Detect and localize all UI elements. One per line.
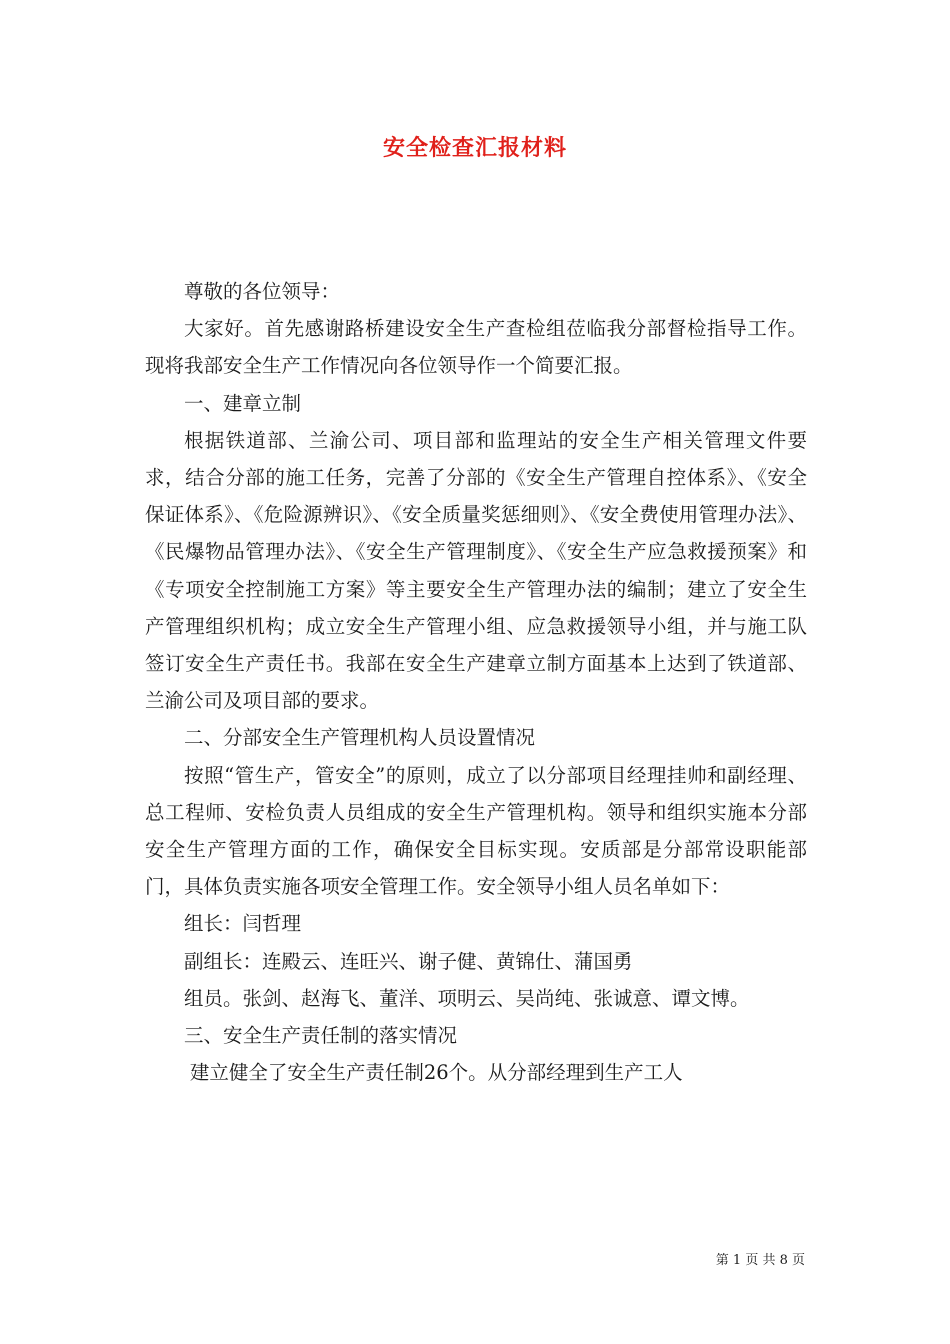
paragraph-salutation: 尊敬的各位领导：: [184, 280, 341, 303]
section-heading-1: 一、建章立制: [184, 391, 302, 415]
paragraph-organization: 按照“管生产，管安全”的原则，成立了以分部项目经理挂帅和副经理、总工程师、安检负责人员组成的安全生产管理机构。领导和组织实施本分部安全生产管理方面的工作，确保安全目标实现。安质部是分部常设职能部门，具体负责实施各项安全管理工作。安全领导小组人员名单如下：: [145, 763, 807, 899]
paragraph-members: 组员。张剑、赵海飞、董洋、项明云、吴尚纯、张诚意、谭文博。: [184, 986, 750, 1010]
paragraph-leader: 组长：闫哲理: [184, 912, 302, 936]
paragraph-deputy-leaders: 副组长：连殿云、连旺兴、谢子健、黄锦仕、蒲国勇: [184, 949, 633, 973]
section-heading-2: 二、分部安全生产管理机构人员设置情况: [184, 726, 536, 750]
paragraph-greeting: 大家好。首先感谢路桥建设安全生产查检组莅临我分部督检指导工作。现将我部安全生产工作情况向各位领导作一个简要汇报。: [145, 317, 807, 378]
page-footer: 第 1 页 共 8 页: [715, 1253, 805, 1268]
section-heading-3: 三、安全生产责任制的落实情况: [184, 1024, 458, 1048]
document-title: 安全检查汇报材料: [382, 135, 567, 161]
paragraph-regulations: 根据铁道部、兰渝公司、项目部和监理站的安全生产相关管理文件要求，结合分部的施工任务，完善了分部的《安全生产管理自控体系》、《安全保证体系》、《危险源辨识》、《安全质量奖惩细则》、《安全费使用管理办法》、《民爆物品管理办法》、《安全生产管理制度》、《安全生产应急救援预案》和《专项安全控制施工方案》等主要安全生产管理办法的编制；建立了安全生产管理组织机构；成立安全生产管理小组、应急救援领导小组，并与施工队签订安全生产责任书。我部在安全生产建章立制方面基本上达到了铁道部、兰渝公司及项目部的要求。: [145, 428, 807, 713]
document-body: [145, 273, 807, 1091]
paragraph-responsibility: 建立健全了安全生产责任制26个。从分部经理到生产工人: [189, 1061, 683, 1085]
